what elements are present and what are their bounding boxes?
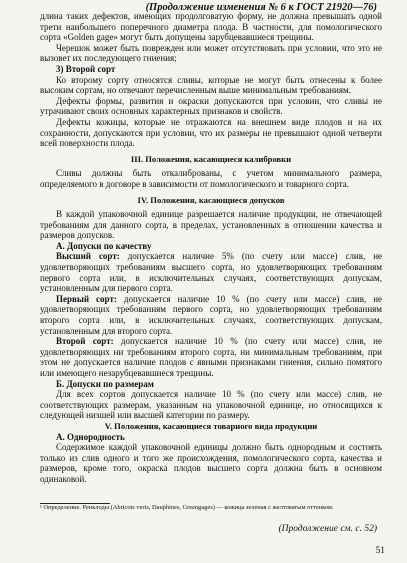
text: Ко второму сорту относятся сливы, которые не могут быть отнесены к более высоким сортам, но отвечают перечисленным выше минимальным требованиям. <box>40 74 382 96</box>
text: допускается наличие 10 % (по счету или массе) слив, не удовлетворяющих требованиям первого сорта, но удовлетворяющих требованиям второго сорта или, в исключительных случаях, соответствующих допускам, установленным для второго сорта. <box>40 293 383 336</box>
running-header: (Продолжение изменения № 6 к ГОСТ 21920—76) <box>145 2 377 13</box>
page-number: 51 <box>375 546 385 556</box>
grade-label: Первый сорт: <box>56 293 117 304</box>
subheading <box>40 64 382 75</box>
text: V. Положения, касающиеся товарного вида продукции <box>104 420 318 431</box>
text: III. Положения, касающиеся калибровки <box>130 153 292 164</box>
text: В каждой упаковочной единице разрешается наличие продукции, не отвечающей требованиям для данного сорта, в пределах, установленных в отношении качества и размеров допусков. <box>40 209 382 241</box>
subheading <box>40 379 382 390</box>
text: IV. Положения, касающиеся допусков <box>137 194 285 205</box>
paragraph <box>40 442 382 484</box>
text: А. Допуски по качеству <box>56 240 152 251</box>
paragraph <box>40 168 382 189</box>
text: Черешок может быть поврежден или может отсутствовать при условии, что это не вызовет их последующего гниения; <box>40 42 382 64</box>
paragraph <box>40 389 382 421</box>
subheading <box>40 432 382 443</box>
grade-label: Второй сорт: <box>56 336 114 347</box>
text: А. Однородность <box>56 431 125 442</box>
paragraph <box>40 209 382 241</box>
continuation-note: (Продолжение см. с. 52) <box>278 524 377 534</box>
footnote: ¹ Определение. Ренклоды (Abricots verts, Dauphines, Greengages) — кожица зеленая с желтоватым оттенком. <box>40 504 334 511</box>
paragraph <box>40 43 382 64</box>
text: длина таких дефектов, имеющих продолговатую форму, не должна превышать одной трети наибольшего поперечного диаметра плода. В частности, для помологического сорта «Golden gage» могут быть допущены зарубцевавшиеся трещины. <box>40 11 382 43</box>
grade-label: Высший сорт: <box>56 251 120 262</box>
section-heading <box>40 154 382 165</box>
paragraph <box>40 75 382 96</box>
text: 3) Второй сорт <box>56 63 116 74</box>
section-heading <box>40 421 382 432</box>
paragraph <box>40 11 382 43</box>
text: Дефекты кожицы, которые не отражаются на внешнем виде плодов и на их сохранности, допускаются при условии, что их размеры не превышают одной четверти всей поверхности плода. <box>40 116 382 149</box>
paragraph <box>40 96 382 117</box>
paragraph <box>40 294 382 336</box>
text: Б. Допуски по размерам <box>56 378 154 389</box>
text: Сливы должны быть откалиброваны, с учетом минимального размера, определяемого в договоре в зависимости от помологического и товарного сорта. <box>40 168 382 189</box>
text: Содержимое каждой упаковочной единицы должно быть однородным и состоять только из слив одного и того же происхождения, помологического сорта, качества и размеров, кроме того, окраска плодов высшего сорта должна быть в основном одинаковой. <box>40 442 382 484</box>
text: допускается наличие 10 % (по счету или массе) слив, не удовлетворяющих ни требованиям второго сорта, ни минимальным требованиям, при этом не допускается наличие плодов с явными признаками гниения, сильно помятого или имеющего незарубцевавшиеся трещины. <box>40 336 382 378</box>
paragraph <box>40 117 382 149</box>
section-heading <box>40 195 382 206</box>
text: Дефекты формы, развития и окраски допускаются при условии, что сливы не утрачивают своих основных характерных признаков и свойств. <box>40 95 382 117</box>
subheading <box>40 241 382 252</box>
text: Для всех сортов допускается наличие 10 % (по счету или массе) слив, не соответствующих размерам, указанным на упаковочной единице, но относящихся к следующей низшей или высшей категории по размеру. <box>40 389 382 421</box>
paragraph <box>40 336 382 378</box>
text: допускается наличие 5% (по счету или массе) слив, не удовлетворяющих требованиям высшего сорта, но удовлетворяющих требованиям первого сорта или, в исключительных случаях, соответствующих допускам, установленным для первого сорта. <box>40 251 383 294</box>
paragraph <box>40 251 382 293</box>
document-body <box>40 11 382 485</box>
